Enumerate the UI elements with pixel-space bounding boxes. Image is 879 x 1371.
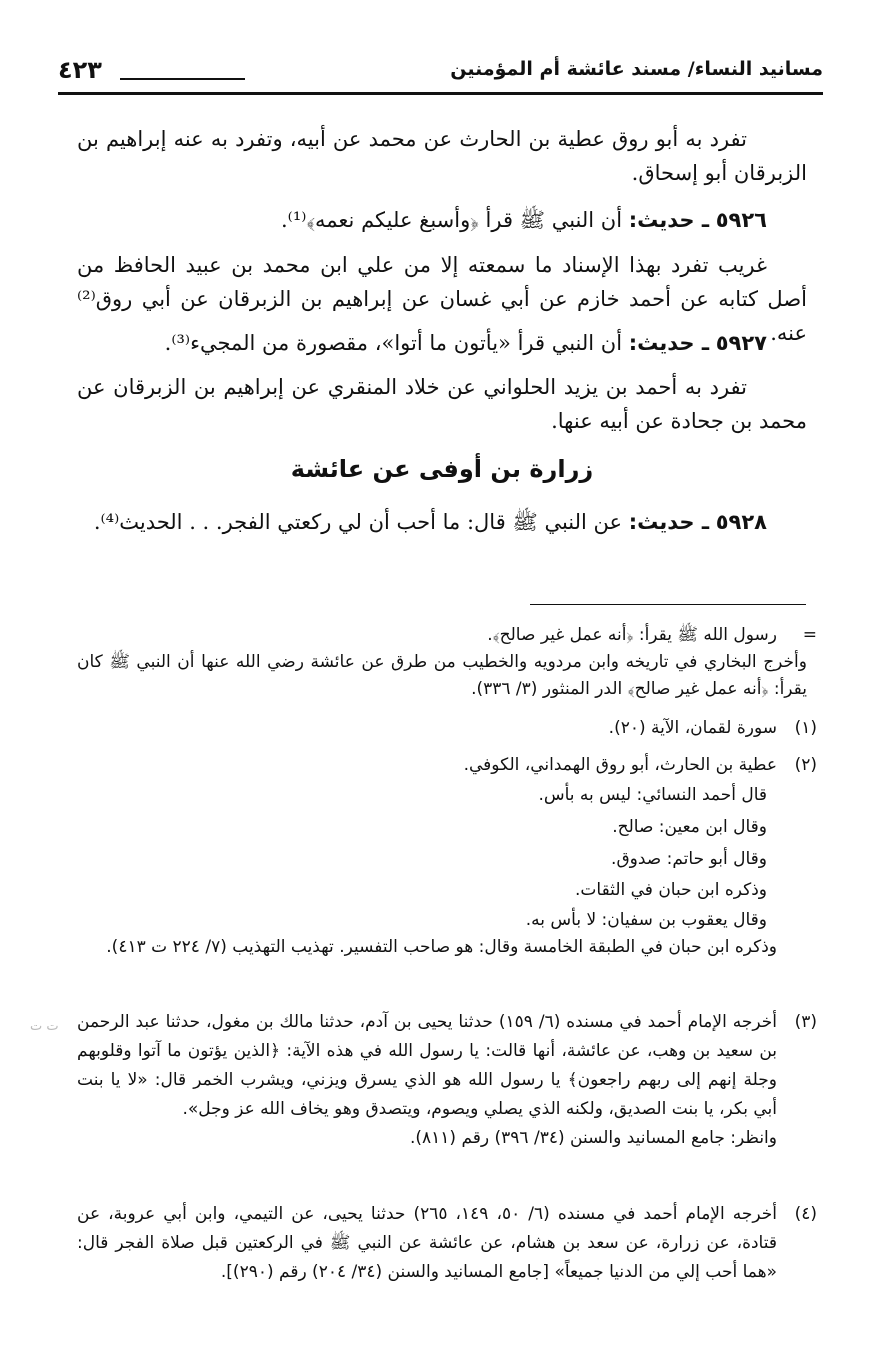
hadith-text: أن النبي قرأ «يأتون ما أتوا»، مقصورة من المجيء⁽³⁾. (164, 331, 623, 355)
footnote-mark: (٣) (794, 1012, 817, 1032)
page-header (58, 52, 823, 95)
footnote-line: وانظر: جامع المسانيد والسنن (٣٤/ ٣٩٦) رقم (٨١١). (409, 1128, 777, 1148)
footnote-mark: (٤) (794, 1204, 817, 1224)
footnote-line: وقال ابن معين: صالح. (612, 817, 767, 837)
page-number: ٤٢٣ (58, 56, 102, 84)
footnote-continuation (77, 622, 817, 703)
footnote-3 (77, 1008, 817, 1153)
footnote-line: رسول الله ﷺ يقرأ: ﴿أنه عمل غير صالح﴾. (487, 625, 777, 645)
footnote-mark: (١) (794, 718, 817, 738)
footnote-line: وذكره ابن حبان في الثقات. (575, 880, 767, 900)
footnote-line: وأخرج البخاري في تاريخه وابن مردويه والخطيب من طرق عن عائشة رضي الله عنها أن النبي ﷺ كان يقرأ: ﴿أنه عمل غير صالح﴾ الدر المنثور (٣/ ٣٣٦). (77, 652, 807, 699)
footnote-line: قال أحمد النسائي: ليس به بأس. (538, 785, 767, 805)
header-rule (120, 78, 245, 80)
hadith-5926 (77, 203, 807, 237)
footnote-2 (77, 752, 817, 961)
hadith-keyword: ـ حديث: (628, 331, 710, 355)
footnote-text: أخرجه الإمام أحمد في مسنده (٦/ ٥٠، ١٤٩، ٢٦٥) حدثنا يحيى، عن التيمي، وابن أبي عروبة، عن قتادة، عن زرارة، عن سعد بن هشام، عن عائشة عن النبي ﷺ في الركعتين قبل صلاة الفجر قال: «هما أحب إلي من الدنيا جميعاً» [جامع المسانيد والسنن (٣٤/ ٢٠٤) رقم (٢٩٠)]. (77, 1204, 778, 1282)
footnote-line: وقال يعقوب بن سفيان: لا بأس به. (525, 910, 767, 930)
paragraph-3: تفرد به أحمد بن يزيد الحلواني عن خلاد المنقري عن إبراهيم بن الزبرقان عن محمد بن جحادة عن أبيه عنها. (77, 375, 807, 433)
footnote-1 (77, 715, 817, 742)
hadith-keyword: ـ حديث: (628, 510, 710, 534)
hadith-text: عن النبي ﷺ قال: ما أحب أن لي ركعتي الفجر. . . الحديث⁽⁴⁾. (93, 510, 623, 534)
paragraph-2: غريب تفرد بهذا الإسناد ما سمعته إلا من علي ابن محمد بن عبيد الحافظ من أصل كتابه عن أحمد خازم عن أبي غسان عن إبراهيم بن الزبرقان عن أبي روق⁽²⁾ عنه. (77, 253, 807, 345)
hadith-keyword: ـ حديث: (628, 208, 710, 232)
footnote-mark: = (802, 625, 817, 645)
footnote-text: سورة لقمان، الآية (٢٠). (608, 718, 777, 738)
hadith-number: ٥٩٢٦ (715, 208, 767, 232)
section-title: زرارة بن أوفى عن عائشة (290, 455, 594, 483)
hadith-text: أن النبي ﷺ قرأ ﴿وأسبغ عليكم نعمه﴾⁽¹⁾. (280, 208, 623, 232)
footnote-line: وقال أبو حاتم: صدوق. (611, 849, 767, 869)
hadith-5928 (77, 505, 807, 539)
footnote-line: وذكره ابن حبان في الطبقة الخامسة وقال: هو صاحب التفسير. تهذيب التهذيب (٧/ ٢٢٤ ت ٤١٣). (106, 937, 777, 957)
footnote-mark: (٢) (794, 755, 817, 775)
hadith-number: ٥٩٢٨ (715, 510, 767, 534)
hadith-5927 (77, 326, 807, 360)
footnote-line: عطية بن الحارث، أبو روق الهمداني، الكوفي. (463, 755, 777, 775)
paragraph-1: تفرد به أبو روق عطية بن الحارث عن محمد عن أبيه، وتفرد به عنه إبراهيم بن الزبرقان أبو إسحاق. (77, 127, 807, 185)
footnote-separator (530, 604, 806, 605)
footnote-4 (77, 1200, 817, 1287)
margin-note: ت ت (30, 1019, 59, 1034)
footnote-text: أخرجه الإمام أحمد في مسنده (٦/ ١٥٩) حدثنا يحيى بن آدم، حدثنا مالك بن مغول، حدثنا عبد الرحمن بن سعيد بن وهب، عن عائشة، أنها قالت: يا رسول الله في هذه الآية: ﴿الذين يؤتون ما آتوا وقلوبهم وجلة إنهم إلى ربهم راجعون﴾ يا رسول الله هو الذي يسرق ويزني، ويشرب الخمر قال: «لا يا بنت أبي بكر، يا بنت الصديق، ولكنه الذي يصلي ويصوم، ويتصدق وهو يخاف الله عز وجل». (77, 1012, 777, 1119)
running-title: مسانيد النساء/ مسند عائشة أم المؤمنين (450, 58, 823, 80)
hadith-number: ٥٩٢٧ (715, 331, 767, 355)
